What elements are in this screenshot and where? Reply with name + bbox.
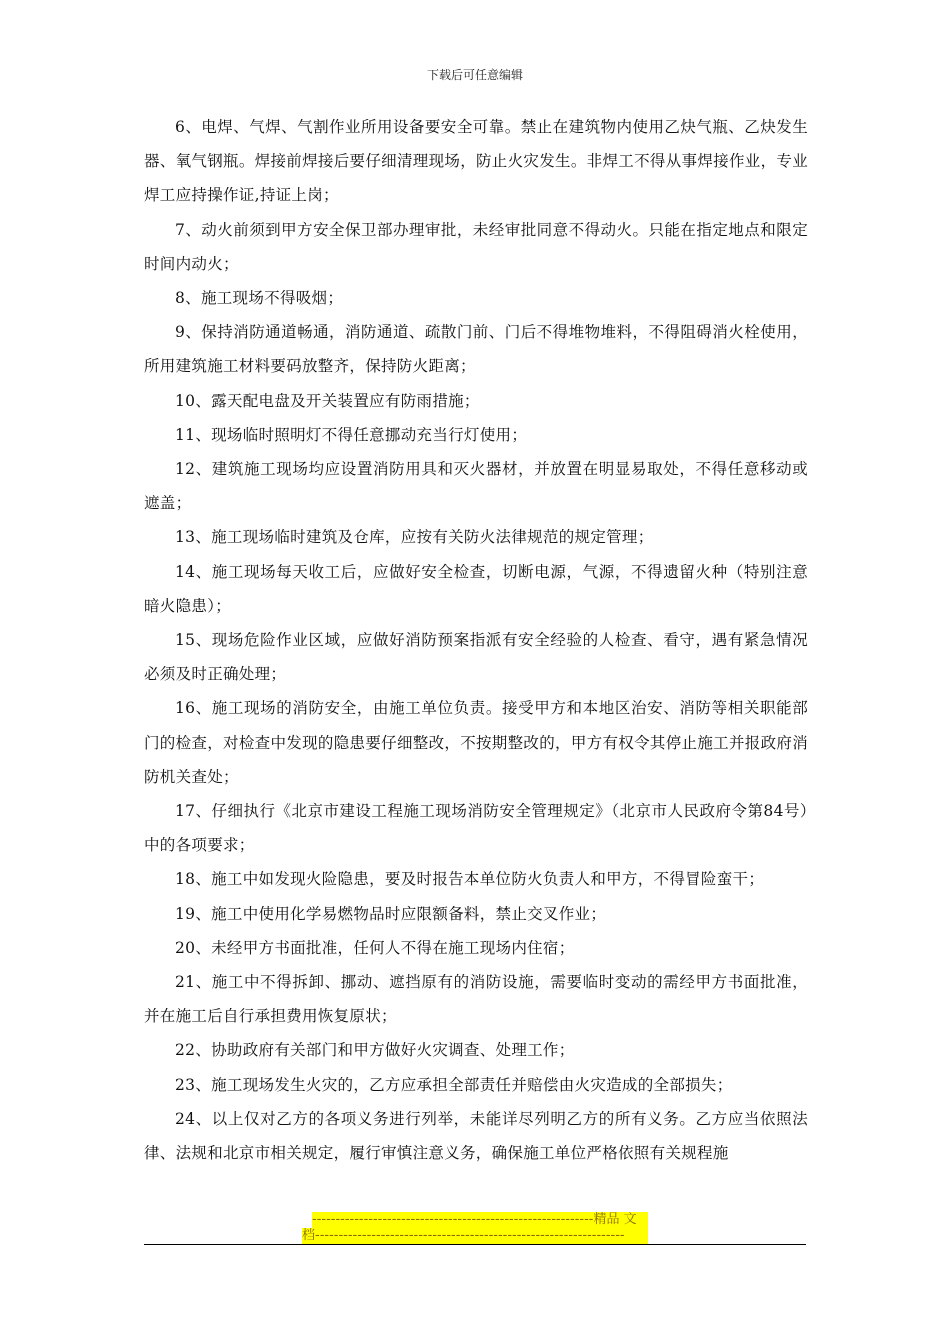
paragraph-17: 17、仔细执行《北京市建设工程施工现场消防安全管理规定》（北京市人民政府令第84号）中的各项要求； bbox=[144, 802, 808, 855]
paragraph-20: 20、未经甲方书面批准，任何人不得在施工现场内住宿； bbox=[175, 938, 575, 957]
paragraph-13: 13、施工现场临时建筑及仓库，应按有关防火法律规范的规定管理； bbox=[175, 528, 654, 547]
paragraph-14: 14、施工现场每天收工后，应做好安全检查，切断电源，气源，不得遗留火种（特别注意暗火隐患）； bbox=[144, 562, 808, 615]
paragraph-21: 21、施工中不得拆卸、挪动、遮挡原有的消防设施，需要临时变动的需经甲方书面批准，并在施工后自行承担费用恢复原状； bbox=[144, 973, 808, 1026]
document-body bbox=[144, 110, 808, 1170]
paragraph-8: 8、施工现场不得吸烟； bbox=[175, 289, 344, 308]
paragraph-23: 23、施工现场发生火灾的，乙方应承担全部责任并赔偿由火灾造成的全部损失； bbox=[175, 1075, 733, 1094]
paragraph-9: 9、保持消防通道畅通，消防通道、疏散门前、门后不得堆物堆料，不得阻碍消火栓使用，所用建筑施工材料要码放整齐，保持防火距离； bbox=[144, 323, 808, 376]
paragraph-7: 7、动火前须到甲方安全保卫部办理审批，未经审批同意不得动火。只能在指定地点和限定时间内动火； bbox=[144, 220, 808, 273]
footer-line-1: ------------------------------------------------------------精品 文 bbox=[312, 1212, 648, 1228]
paragraph-10: 10、露天配电盘及开关装置应有防雨措施； bbox=[175, 391, 480, 410]
paragraph-18: 18、施工中如发现火险隐患，要及时报告本单位防火负责人和甲方，不得冒险蛮干； bbox=[175, 870, 765, 889]
paragraph-6: 6、电焊、气焊、气割作业所用设备要安全可靠。禁止在建筑物内使用乙炔气瓶、乙炔发生器、氧气钢瓶。焊接前焊接后要仔细清理现场，防止火灾发生。非焊工不得从事焊接作业，专业焊工应持操作证,持证上岗； bbox=[144, 118, 808, 205]
footer-divider bbox=[144, 1244, 806, 1245]
paragraph-11: 11、现场临时照明灯不得任意挪动充当行灯使用； bbox=[175, 425, 528, 444]
paragraph-19: 19、施工中使用化学易燃物品时应限额备料，禁止交叉作业； bbox=[175, 904, 607, 923]
footer-watermark bbox=[302, 1212, 648, 1244]
page-header: 下载后可任意编辑 bbox=[426, 68, 523, 82]
paragraph-15: 15、现场危险作业区域，应做好消防预案指派有安全经验的人检查、看守，遇有紧急情况必须及时正确处理； bbox=[144, 631, 808, 684]
paragraph-22: 22、协助政府有关部门和甲方做好火灾调查、处理工作； bbox=[175, 1041, 575, 1060]
paragraph-12: 12、建筑施工现场均应设置消防用具和灭火器材，并放置在明显易取处，不得任意移动或遮盖； bbox=[144, 460, 808, 513]
paragraph-24: 24、以上仅对乙方的各项义务进行列举，未能详尽列明乙方的所有义务。乙方应当依照法律、法规和北京市相关规定，履行审慎注意义务，确保施工单位严格依照有关规程施 bbox=[144, 1109, 808, 1163]
footer-line-2: 档------------------------------------------------------------------ bbox=[302, 1228, 648, 1244]
paragraph-16: 16、施工现场的消防安全，由施工单位负责。接受甲方和本地区治安、消防等相关职能部门的检查，对检查中发现的隐患要仔细整改，不按期整改的，甲方有权令其停止施工并报政府消防机关查处； bbox=[144, 699, 808, 786]
